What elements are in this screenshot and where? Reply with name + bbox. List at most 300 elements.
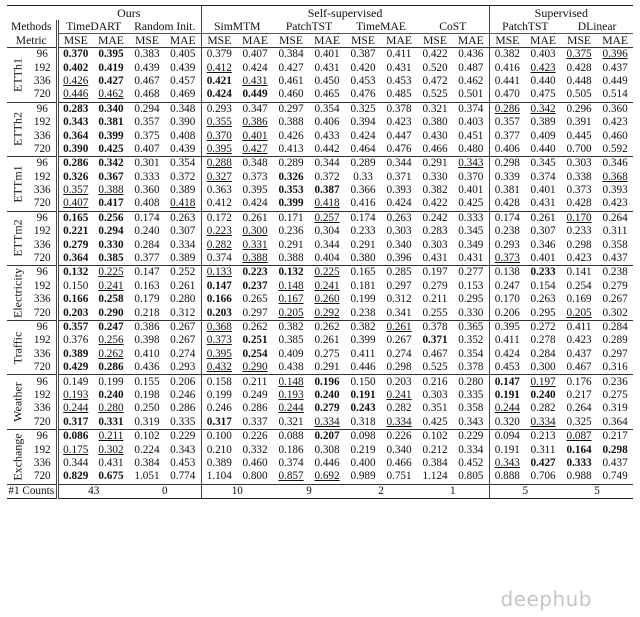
value-cell [597, 88, 633, 102]
value-text: 0.289 [278, 157, 304, 170]
value-cell [561, 197, 597, 211]
value-text: 0.295 [458, 293, 484, 306]
value-text: 0.525 [422, 88, 448, 101]
value-text: 0.387 [314, 184, 340, 197]
value-text: 0.279 [422, 279, 448, 292]
table-row [7, 402, 633, 415]
value-text: 0.453 [386, 74, 412, 87]
value-text: 0.317 [63, 415, 89, 428]
value-text: 0.260 [314, 293, 340, 306]
value-cell [525, 143, 561, 157]
value-cell [57, 389, 93, 402]
table-row [7, 225, 633, 238]
value-text: 0.468 [134, 88, 160, 101]
value-cell [129, 361, 165, 375]
value-text: 0.373 [566, 184, 592, 197]
value-text: 0.290 [98, 306, 124, 319]
value-cell [417, 361, 453, 375]
value-cell [129, 348, 165, 361]
dataset-label [7, 211, 29, 266]
value-cell [93, 211, 129, 225]
value-cell [273, 402, 309, 415]
value-text: 0.433 [314, 129, 340, 142]
value-text: 0.247 [98, 321, 124, 333]
value-text: 0.280 [98, 402, 124, 415]
horizon-cell: 720 [33, 470, 51, 483]
value-cell [525, 61, 561, 74]
value-text: 0.165 [350, 266, 376, 279]
table-row [7, 266, 633, 280]
value-text: 0.413 [278, 142, 304, 155]
value-cell [273, 443, 309, 456]
value-cell [345, 375, 381, 389]
value-text: 0.706 [530, 470, 556, 483]
value-text: 0.280 [458, 375, 484, 388]
value-text: 0.368 [206, 321, 232, 333]
value-text: 0.265 [242, 293, 268, 306]
value-text: 0.291 [278, 238, 304, 251]
value-cell [237, 61, 273, 74]
value-text: 0.383 [134, 48, 160, 61]
value-cell [345, 443, 381, 456]
value-text: 0.409 [530, 129, 556, 142]
value-text: 0.448 [566, 74, 592, 87]
value-text: 0.592 [602, 142, 628, 155]
value-cell [489, 348, 525, 361]
value-cell [93, 252, 129, 266]
value-text: 0.283 [63, 102, 89, 115]
value-cell [345, 252, 381, 266]
value-text: 0.147 [134, 266, 160, 279]
value-cell [525, 389, 561, 402]
value-text: 0.360 [602, 102, 628, 115]
value-cell [237, 238, 273, 251]
value-cell [129, 389, 165, 402]
value-cell [57, 157, 93, 171]
value-text: 0.262 [314, 321, 340, 333]
value-cell [129, 116, 165, 129]
methods-label: Methods [10, 20, 52, 34]
value-text: 0.391 [566, 116, 592, 129]
value-cell [237, 375, 273, 389]
value-cell [381, 280, 417, 293]
value-text: 0.467 [134, 74, 160, 87]
value-cell [345, 102, 381, 116]
value-text: 0.343 [494, 456, 520, 469]
value-cell [309, 197, 345, 211]
value-cell [57, 280, 93, 293]
value-cell [381, 171, 417, 184]
value-text: 0.211 [242, 375, 268, 388]
value-cell [489, 116, 525, 129]
value-text: 0.399 [350, 334, 376, 347]
value-text: 0.334 [314, 415, 340, 428]
value-cell [561, 252, 597, 266]
value-cell [597, 293, 633, 306]
value-text: 0.147 [494, 375, 520, 388]
value-text: 0.396 [386, 252, 412, 265]
value-cell [273, 457, 309, 470]
value-text: 0.229 [170, 430, 196, 443]
value-text: 0.327 [206, 170, 232, 183]
value-text: 0.390 [63, 142, 89, 155]
value-text: 0.206 [170, 375, 196, 388]
value-cell [237, 171, 273, 184]
value-cell [525, 171, 561, 184]
value-text: 0.460 [602, 129, 628, 142]
value-text: 0.263 [386, 211, 412, 224]
value-cell [273, 252, 309, 266]
value-cell [561, 171, 597, 184]
value-cell [201, 416, 237, 430]
value-cell [129, 334, 165, 347]
value-text: 0.441 [494, 74, 520, 87]
value-cell [237, 334, 273, 347]
value-text: 0.365 [458, 321, 484, 333]
value-cell [345, 470, 381, 484]
value-cell [129, 225, 165, 238]
horizon-cell: 336 [33, 402, 51, 415]
value-cell [417, 320, 453, 334]
value-cell [129, 306, 165, 320]
value-text: 0.409 [278, 347, 304, 360]
value-cell [453, 184, 489, 197]
value-text: 0.501 [458, 88, 484, 101]
value-cell [453, 266, 489, 280]
horizon-cell: 192 [33, 334, 51, 347]
value-cell [273, 143, 309, 157]
value-text: 0.225 [314, 266, 340, 279]
value-cell [489, 293, 525, 306]
value-cell [309, 402, 345, 415]
value-text: 0.345 [458, 225, 484, 238]
value-text: 0.394 [350, 116, 376, 129]
value-cell [57, 252, 93, 266]
value-cell [381, 334, 417, 347]
value-text: 0.401 [314, 48, 340, 61]
value-text: 0.485 [386, 88, 412, 101]
metric-mse-header: MSE [135, 34, 159, 47]
value-cell [201, 116, 237, 129]
value-text: 0.424 [350, 129, 376, 142]
value-text: 0.100 [206, 430, 232, 443]
value-text: 0.199 [350, 293, 376, 306]
value-text: 0.348 [170, 102, 196, 115]
value-cell [273, 197, 309, 211]
value-cell [453, 280, 489, 293]
value-text: 0.357 [494, 116, 520, 129]
horizon-cell: 336 [33, 293, 51, 306]
value-text: 0.389 [530, 116, 556, 129]
value-text: 0.452 [458, 456, 484, 469]
value-cell [57, 334, 93, 347]
value-cell [561, 88, 597, 102]
value-cell [525, 443, 561, 456]
value-cell [309, 280, 345, 293]
value-text: 0.267 [170, 334, 196, 347]
value-cell [345, 280, 381, 293]
value-cell [453, 171, 489, 184]
value-text: 0.375 [134, 129, 160, 142]
value-cell [237, 416, 273, 430]
value-cell [561, 320, 597, 334]
value-cell [561, 238, 597, 251]
value-text: 0.223 [242, 266, 268, 279]
value-cell [273, 320, 309, 334]
value-cell [309, 306, 345, 320]
value-cell [525, 184, 561, 197]
value-cell [57, 306, 93, 320]
value-text: 0.382 [350, 321, 376, 333]
value-text: 0.378 [386, 102, 412, 115]
value-cell [381, 402, 417, 415]
value-cell [489, 280, 525, 293]
value-cell [201, 238, 237, 251]
value-cell [525, 225, 561, 238]
value-cell [381, 238, 417, 251]
metric-label: Metric [15, 33, 47, 47]
value-cell [489, 129, 525, 142]
value-text: 0.150 [350, 375, 376, 388]
value-text: 0.423 [602, 197, 628, 210]
value-cell [345, 402, 381, 415]
value-text: 0.436 [458, 48, 484, 61]
value-cell [237, 361, 273, 375]
value-cell [525, 157, 561, 171]
value-text: 0.302 [98, 443, 124, 456]
value-text: 0.460 [278, 88, 304, 101]
value-cell [489, 375, 525, 389]
value-text: 0.343 [63, 116, 89, 129]
metric-mse-header: MSE [279, 34, 303, 47]
value-text: 0.388 [242, 252, 268, 265]
value-cell [453, 375, 489, 389]
value-text: 0.395 [242, 184, 268, 197]
value-text: 0.354 [314, 102, 340, 115]
value-cell [453, 306, 489, 320]
table-row [7, 443, 633, 456]
value-text: 0.385 [98, 252, 124, 265]
value-cell [561, 225, 597, 238]
value-cell [129, 171, 165, 184]
value-cell [57, 48, 93, 62]
value-text: 0.203 [63, 306, 89, 319]
value-text: 0.210 [206, 443, 232, 456]
value-cell [57, 211, 93, 225]
value-cell [273, 116, 309, 129]
value-text: 0.303 [422, 238, 448, 251]
value-cell [93, 443, 129, 456]
value-text: 0.181 [350, 279, 376, 292]
value-cell [597, 375, 633, 389]
value-text: 0.405 [170, 48, 196, 61]
value-cell [309, 443, 345, 456]
value-text: 0.261 [314, 334, 340, 347]
metric-mse-header: MSE [489, 34, 525, 48]
value-text: 0.505 [566, 88, 592, 101]
value-text: 0.223 [206, 225, 232, 238]
value-text: 0.366 [350, 184, 376, 197]
value-cell [597, 457, 633, 470]
value-cell [417, 171, 453, 184]
value-text: 0.417 [98, 197, 124, 210]
value-text: 0.749 [602, 470, 628, 483]
counts-label: #1 Counts [7, 484, 57, 498]
horizon-cell: 192 [33, 388, 51, 401]
value-cell [237, 197, 273, 211]
value-cell [381, 48, 417, 62]
value-cell [417, 129, 453, 142]
value-cell [489, 320, 525, 334]
value-text: 0.363 [206, 184, 232, 197]
value-text: 0.457 [170, 74, 196, 87]
value-text: 0.267 [170, 321, 196, 333]
value-cell [273, 184, 309, 197]
value-cell [93, 171, 129, 184]
value-cell [525, 361, 561, 375]
horizon-cell: 96 [29, 102, 57, 116]
value-cell [453, 211, 489, 225]
value-text: 0.343 [458, 157, 484, 170]
value-cell [417, 375, 453, 389]
value-text: 0.393 [602, 184, 628, 197]
value-cell [381, 143, 417, 157]
value-cell [453, 361, 489, 375]
value-text: 0.888 [494, 470, 520, 483]
value-text: 0.352 [458, 334, 484, 347]
value-text: 0.358 [602, 238, 628, 251]
value-cell [165, 61, 201, 74]
value-cell [309, 184, 345, 197]
value-cell [345, 334, 381, 347]
value-text: 0.250 [134, 402, 160, 415]
value-cell [57, 320, 93, 334]
value-text: 0.424 [242, 197, 268, 210]
value-text: 0.430 [422, 129, 448, 142]
horizon-cell: 336 [33, 184, 51, 197]
value-text: 0.291 [350, 238, 376, 251]
table-row [7, 389, 633, 402]
value-text: 0.297 [242, 306, 268, 319]
value-cell [525, 402, 561, 415]
table-row [7, 61, 633, 74]
value-text: 0.410 [134, 347, 160, 360]
count-cell: 9 [273, 484, 345, 498]
value-text: 0.343 [458, 415, 484, 428]
value-text: 0.217 [602, 430, 628, 443]
value-text: 0.284 [602, 321, 628, 333]
value-text: 0.427 [278, 61, 304, 74]
value-text: 0.186 [278, 443, 304, 456]
value-cell [489, 171, 525, 184]
value-cell [417, 211, 453, 225]
value-cell [381, 266, 417, 280]
table-row [7, 293, 633, 306]
value-text: 0.330 [98, 238, 124, 251]
value-cell [273, 389, 309, 402]
value-text: 0.297 [278, 102, 304, 115]
value-cell [93, 280, 129, 293]
value-cell [417, 443, 453, 456]
value-cell [597, 443, 633, 456]
value-cell [381, 102, 417, 116]
value-text: 0.408 [134, 197, 160, 210]
value-text: 0.098 [350, 430, 376, 443]
value-text: 0.339 [494, 170, 520, 183]
value-cell [381, 361, 417, 375]
value-text: 0.437 [602, 252, 628, 265]
value-text: 0.286 [494, 102, 520, 115]
value-text: 0.461 [278, 74, 304, 87]
dataset-name: Electricity [10, 268, 25, 319]
metric-mae-header: MAE [314, 34, 340, 47]
value-cell [561, 306, 597, 320]
metric-mae-header: MAE [98, 34, 124, 47]
value-text: 0.388 [278, 116, 304, 129]
horizon-cell: 336 [33, 347, 51, 360]
table-row [7, 375, 633, 389]
value-text: 0.422 [422, 197, 448, 210]
value-cell [93, 88, 129, 102]
value-cell [345, 211, 381, 225]
value-text: 0.298 [602, 443, 628, 456]
value-cell [561, 61, 597, 74]
value-text: 0.426 [278, 129, 304, 142]
value-cell [345, 266, 381, 280]
metric-mae-header: MAE [602, 34, 628, 47]
value-cell [417, 184, 453, 197]
value-text: 0.166 [63, 293, 89, 306]
value-text: 0.102 [134, 430, 160, 443]
value-text: 0.303 [422, 388, 448, 401]
value-cell [309, 334, 345, 347]
value-cell [453, 443, 489, 456]
value-text: 0.244 [278, 402, 304, 415]
value-text: 0.308 [314, 443, 340, 456]
value-cell [309, 225, 345, 238]
value-cell [201, 470, 237, 484]
value-cell [237, 457, 273, 470]
value-cell [129, 75, 165, 88]
value-text: 0.212 [422, 443, 448, 456]
value-text: 0.469 [170, 88, 196, 101]
value-cell [561, 75, 597, 88]
value-text: 0.423 [566, 252, 592, 265]
value-text: 0.261 [530, 211, 556, 224]
value-text: 0.375 [566, 48, 592, 61]
value-cell [165, 443, 201, 456]
value-text: 0.692 [314, 470, 340, 483]
value-cell [489, 429, 525, 443]
value-text: 0.249 [242, 388, 268, 401]
value-text: 0.293 [494, 238, 520, 251]
value-text: 0.174 [494, 211, 520, 224]
metric-mse-header: MSE [423, 34, 447, 47]
value-cell [597, 402, 633, 415]
value-cell [273, 157, 309, 171]
value-text: 0.197 [422, 266, 448, 279]
value-text: 0.378 [458, 361, 484, 374]
value-cell [237, 102, 273, 116]
value-text: 0.244 [494, 402, 520, 415]
value-text: 0.367 [98, 170, 124, 183]
value-cell [453, 225, 489, 238]
value-text: 0.421 [206, 74, 232, 87]
dataset-name: ETTm2 [10, 219, 25, 258]
value-text: 0.256 [98, 211, 124, 224]
value-text: 0.371 [422, 334, 448, 347]
value-text: 0.425 [422, 415, 448, 428]
